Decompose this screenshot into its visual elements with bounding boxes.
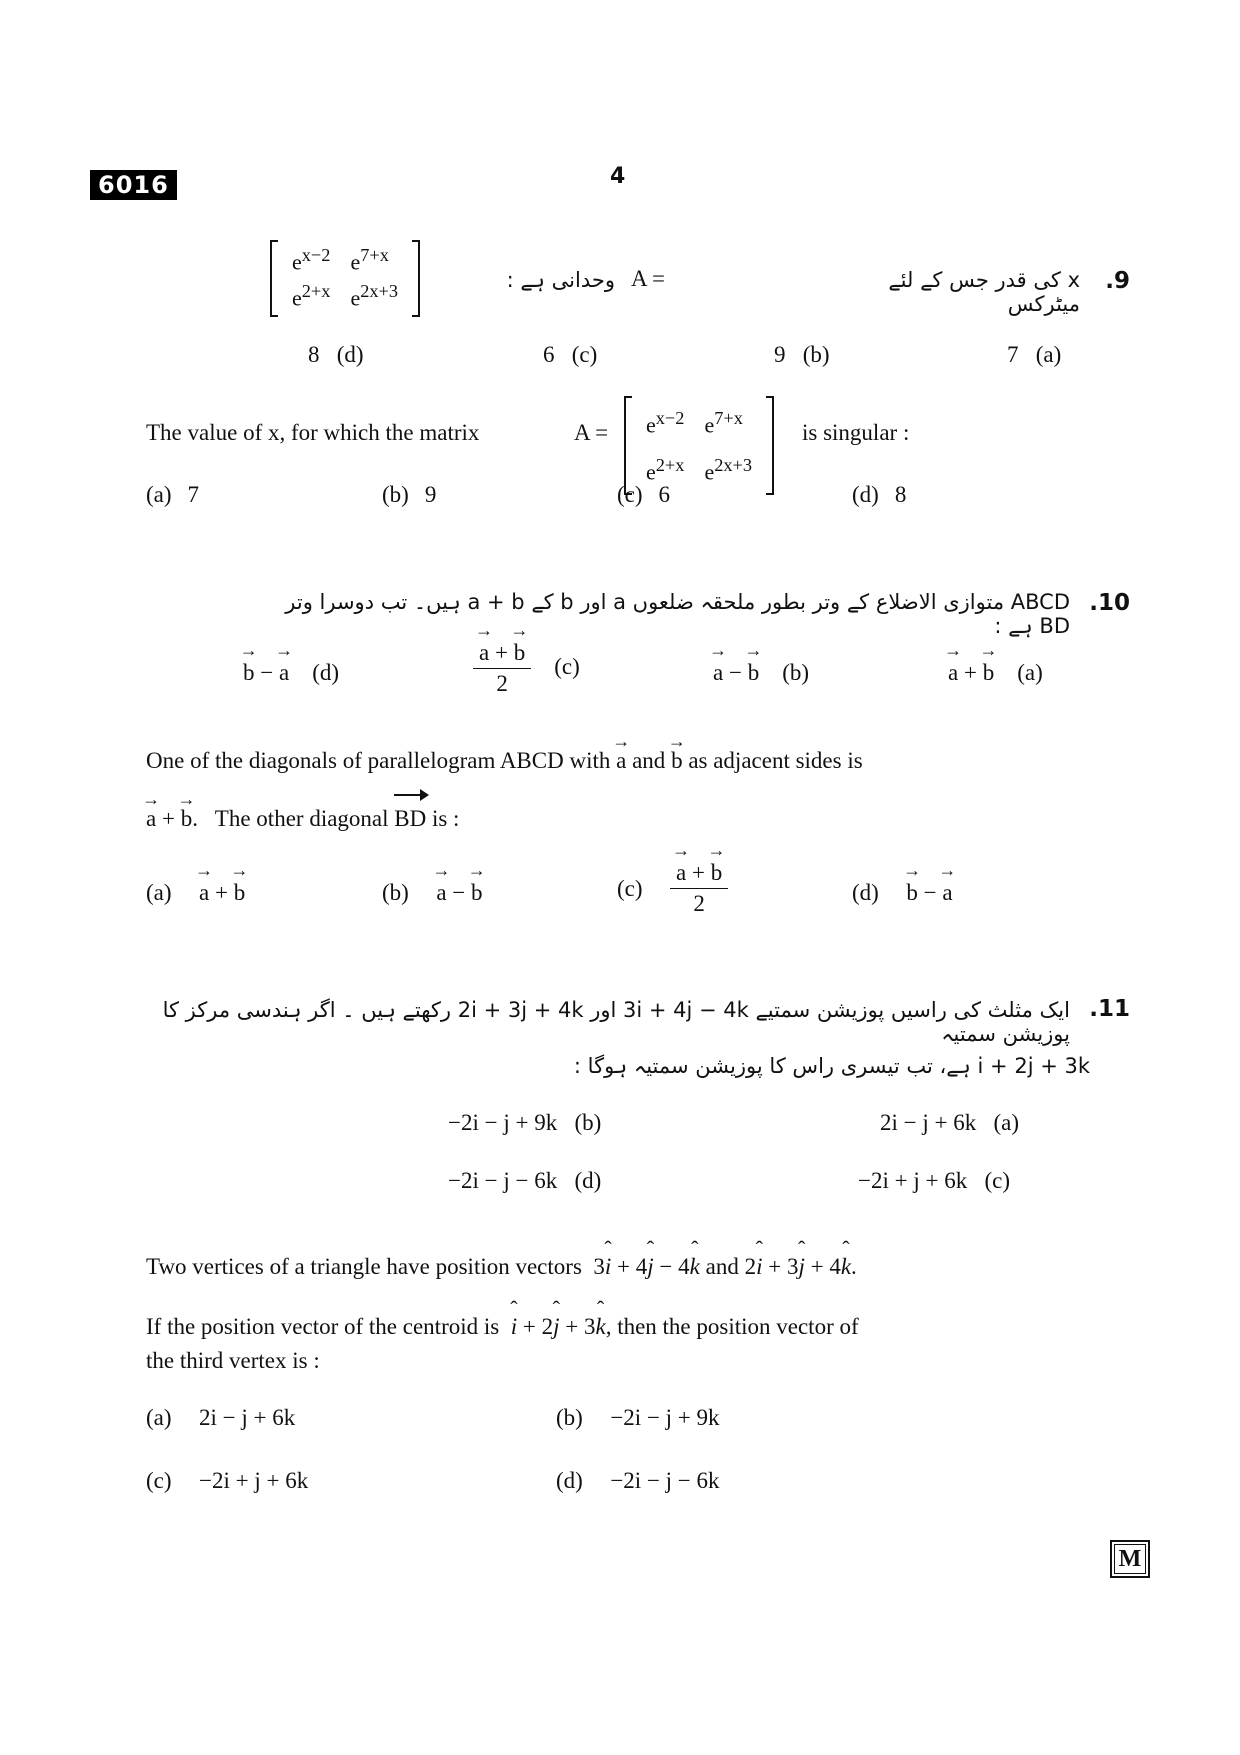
q9-urdu-line xyxy=(292,240,1130,320)
q9-en-matrix-label: A = xyxy=(574,420,609,445)
paper-code-badge: 6016 xyxy=(90,170,177,200)
q11-en-text-4: the third vertex is : xyxy=(146,1348,320,1373)
q9-english-line xyxy=(146,396,1106,485)
publisher-logo: M xyxy=(1110,1540,1150,1578)
q11-english-line-2: If the position vector of the centroid is ˆ i + 2ˆ j + 3ˆ k, then the position vector of xyxy=(146,1310,859,1344)
q11-option-d: (d) −2i − j − 6k xyxy=(556,1468,720,1493)
q9-urdu-option-d: 8 (d) xyxy=(308,342,364,367)
q10-urdu-text: ABCD متوازی الاضلاع کے وتر بطور ملحقہ ضلعوں a اور b کے a + b ہیں۔ تب دوسرا وتر BD ہے : xyxy=(285,590,1070,638)
q9-matrix-label: A = xyxy=(630,266,665,291)
q9-en-matrix: $e^{x-2}$ $e^{7+x}$ $e^{2+x}$ $e^{2x+3}$ xyxy=(624,396,774,495)
q9-matrix: $e^{x-2}$ $e^{7+x}$ $e^{2+x}$ $e^{2x+3}$ xyxy=(270,240,420,317)
question-number: .9 xyxy=(1105,268,1130,294)
q11-english-line-1: Two vertices of a triangle have position vectors 3ˆ i + 4ˆ j − 4ˆ k and 2ˆ i + 3ˆ j + 4ˆ k. xyxy=(146,1250,857,1284)
q10-en-text-4: is : xyxy=(431,806,460,831)
question-number: .11 xyxy=(1089,996,1130,1022)
q11-urdu-line-1: ایک مثلث کی راسیں پوزیشن سمتیے 3i + 4j − 4k اور 2i + 3j + 4k رکھتے ہیں ۔ اگر ہندسی مرکز کا پوزیشن سمتیہ xyxy=(162,998,1070,1046)
q10-en-text-3: The other diagonal xyxy=(214,806,389,831)
page-number: 4 xyxy=(610,164,626,189)
q9-en-text-1: The value of x, for which the matrix xyxy=(146,420,480,445)
q9-urdu-option-a: 7 (a) xyxy=(1007,342,1062,367)
q9-urdu-option-c: 6 (c) xyxy=(543,342,598,367)
q9-en-text-2: is singular : xyxy=(802,420,910,445)
q10-english-line-2: → a + → b. The other diagonal BD is : xyxy=(146,802,459,836)
q9-option-a: (a) 7 xyxy=(146,482,200,507)
q10-urdu-option-b: → a − → b (b) xyxy=(713,660,809,686)
q10-option-b: (b) → a − → b xyxy=(382,880,483,906)
q10-en-text-1: One of the diagonals of parallelogram ABCD with xyxy=(146,748,611,773)
q10-urdu-option-a: → a + → b (a) xyxy=(948,660,1043,686)
q11-option-a: (a) 2i − j + 6k xyxy=(146,1405,296,1430)
q11-urdu-block xyxy=(140,996,1130,1086)
q10-english-line-1: One of the diagonals of parallelogram ABCD with → a and → b as adjacent sides is xyxy=(146,744,863,778)
q9-urdu-option-b: 9 (b) xyxy=(774,342,830,367)
q10-urdu-line xyxy=(280,583,1130,638)
q9-option-d: (d) 8 xyxy=(852,482,907,507)
q9-option-b: (b) 9 xyxy=(382,482,437,507)
q11-option-b: (b) −2i − j + 9k xyxy=(556,1405,720,1430)
q10-urdu-option-c: → $\frac{a + \to b}{2}$ (c) xyxy=(473,640,580,697)
q10-option-a: (a) → a + → b xyxy=(146,880,245,906)
q9-option-c: (c) 6 xyxy=(617,482,671,507)
q11-urdu-option-a: 2i − j + 6k (a) xyxy=(880,1110,1020,1135)
q11-option-c: (c) −2i + j + 6k xyxy=(146,1468,309,1493)
q11-urdu-option-c: −2i + j + 6k (c) xyxy=(858,1168,1010,1193)
q10-option-c: (c) → $\frac{a + \to b}{2}$ xyxy=(617,860,728,917)
q10-urdu-option-d: → b − → a (d) xyxy=(243,660,339,686)
q11-en-text-1: Two vertices of a triangle have position vectors xyxy=(146,1254,582,1279)
q9-urdu-tail: وحدانی ہے : xyxy=(506,268,615,292)
q11-en-text-2: If the position vector of the centroid is xyxy=(146,1314,500,1339)
q11-urdu-option-d: −2i − j − 6k (d) xyxy=(448,1168,602,1193)
q11-urdu-line-2: i + 2j + 3k ہے، تب تیسری راس کا پوزیشن سمتیہ ہوگا : xyxy=(573,1054,1090,1078)
q9-urdu-text: x کی قدر جس کے لئے میٹرکس xyxy=(888,268,1080,316)
q10-option-d: (d) → b − → a xyxy=(852,880,953,906)
q10-en-text-2: as adjacent sides is xyxy=(688,748,863,773)
question-number: .10 xyxy=(1089,590,1130,616)
q11-urdu-option-b: −2i − j + 9k (b) xyxy=(448,1110,602,1135)
q11-en-text-3: , then the position vector of xyxy=(605,1314,859,1339)
